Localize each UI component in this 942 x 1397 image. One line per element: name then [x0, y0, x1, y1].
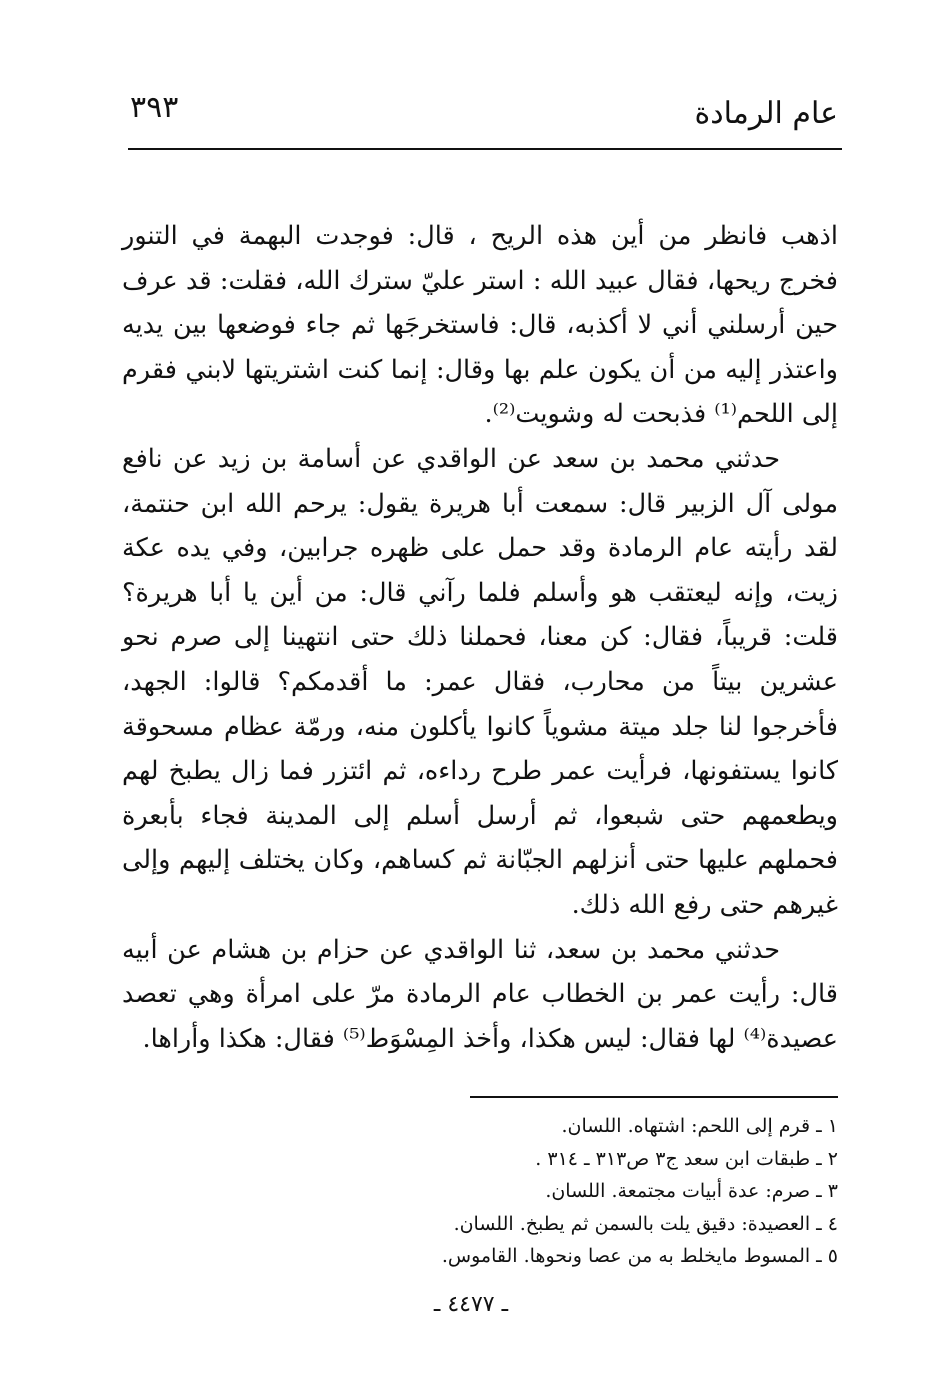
footnote-5: ٥ ـ المسوط مايخلط به من عصا ونحوها. القاموس. [441, 1245, 838, 1268]
paragraph-abu-hurayra-narration: حدثني محمد بن سعد عن الواقدي عن أسامة بن زيد عن نافع مولى آل الزبير قال: سمعت أبا هريرة يقول: يرحم الله ابن حنتمة، لقد رأيته عام الرمادة وقد حمل على ظهره جرابين، وفي يده عكة زيت، وإنه ليعتقب هو وأسلم فلما رآني قال: من أين يا أبا هريرة؟ قلت: قريباً، فقال: كن معنا، فحملنا ذلك حتى انتهينا إلى صرم نحو عشرين بيتاً من محارب، فقال عمر: ما أقدمكم؟ قالوا: الجهد، فأخرجوا لنا جلد ميتة مشوياً كانوا يأكلون منه، ورمّة عظام مسحوقة كانوا يستفونها، فرأيت عمر طرح رداءه، ثم ائتزر فما زال يطبخ لهم ويطعمهم حتى شبعوا، ثم أرسل أسلم إلى المدينة فجاء بأبعرة فحملهم عليها حتى أنزلهم الجبّانة ثم كساهم، وكان يختلف إليهم وإلى غيرهم حتى رفع الله ذلك. [122, 443, 839, 920]
header-rule [128, 148, 842, 150]
footnote-rule [470, 1096, 838, 1098]
paragraph-continuation: اذهب فانظر من أين هذه الريح ، قال: فوجدت البهمة في التنور فخرج ريحها، فقال عبيد الله : استر عليّ سترك الله، فقلت: قد عرف حين أرسلني أني لا أكذبه، قال: فاستخرجَها ثم جاء فوضعها بين يديه واعتذر إليه من أن يكون علم بها وقال: إنما كنت اشتريتها لابني فقرم إلى اللحم⁽¹⁾ فذبحت له وشويت⁽²⁾. [122, 221, 838, 430]
main-text [122, 214, 838, 1061]
running-title: عام الرمادة [694, 96, 838, 131]
footnote-3: ٣ ـ صرم: عدة أبيات مجتمعة. اللسان. [545, 1180, 838, 1203]
footnote-1: ١ ـ قرم إلى اللحم: اشتهاه. اللسان. [561, 1115, 838, 1137]
book-page-number: ـ ٤٤٧٧ ـ [433, 1292, 509, 1317]
paragraph-hizam-narration: حدثني محمد بن سعد، ثنا الواقدي عن حزام بن هشام عن أبيه قال: رأيت عمر بن الخطاب عام الرمادة مرّ على امرأة وهي تعصد عصيدة⁽⁴⁾ لها فقال: ليس هكذا، وأخذ المِسْوَط⁽⁵⁾ فقال: هكذا وأراها. [122, 934, 838, 1054]
page-number: ٣٩٣ [130, 90, 179, 125]
page-header [130, 78, 838, 152]
footnote-2: ٢ ـ طبقات ابن سعد ج٣ ص٣١٣ ـ ٣١٤ . [535, 1147, 838, 1170]
footnote-4: ٤ ـ العصيدة: دقيق يلت بالسمن ثم يطبخ. اللسان. [453, 1212, 838, 1235]
footnotes [300, 1110, 838, 1273]
